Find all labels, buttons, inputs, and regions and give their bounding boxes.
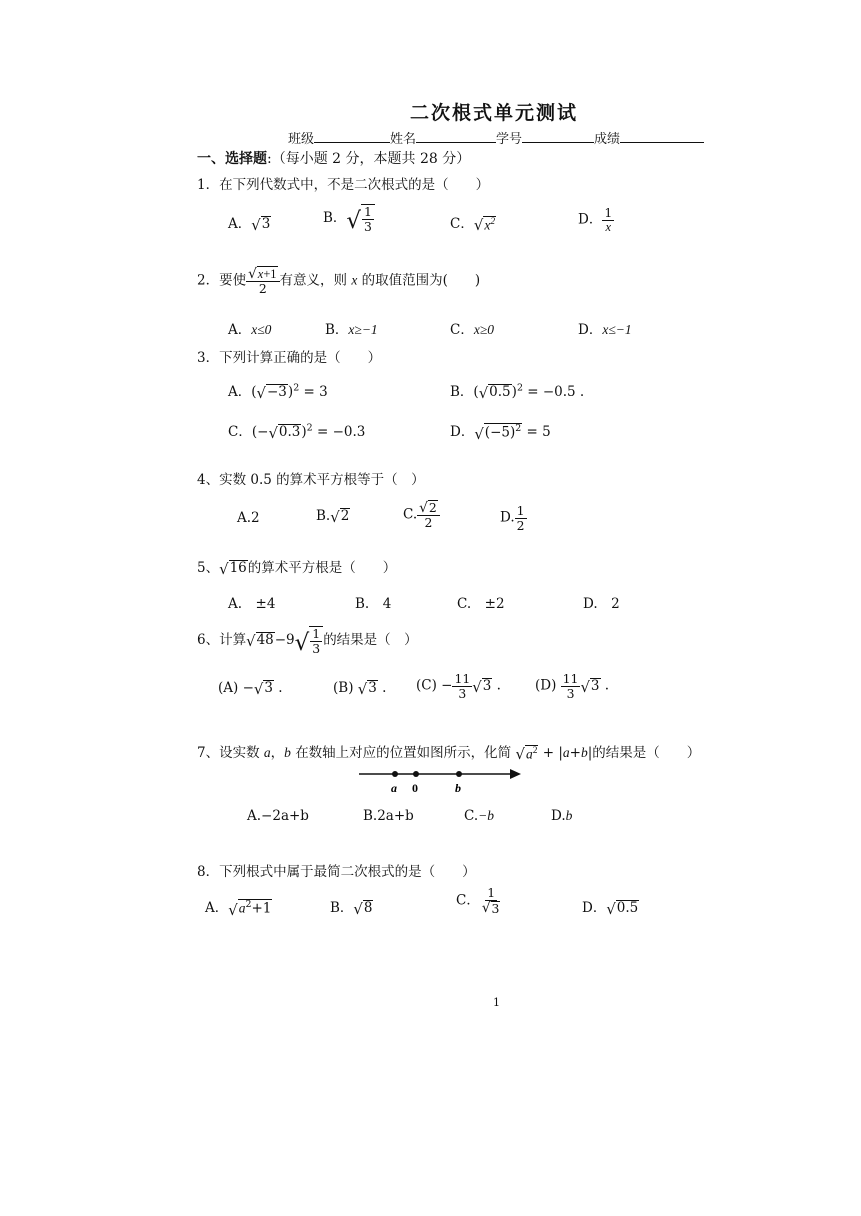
q7-option-d[interactable]: D.b bbox=[551, 808, 573, 824]
q7-option-b[interactable]: B.2a+b bbox=[363, 808, 414, 824]
question-7-stem: 7、设实数 a，b 在数轴上对应的位置如图所示，化简 √ $a^2$ + |a+b|的结果是（ ） bbox=[197, 745, 701, 764]
point-b bbox=[456, 771, 462, 777]
q1-option-a[interactable]: A． √ 3 bbox=[228, 215, 271, 234]
q4-option-d[interactable]: D. $\frac{1}{2}$ bbox=[500, 503, 525, 533]
q6-option-a[interactable]: (A) − √ 3 . bbox=[218, 679, 283, 698]
q4-option-a[interactable]: A.2 bbox=[237, 510, 260, 526]
score-label: 成绩 bbox=[594, 132, 621, 147]
class-blank[interactable] bbox=[314, 130, 390, 143]
q3-option-b[interactable]: B．( √ 0.5 )$^2$ = −0.5 . bbox=[450, 382, 585, 402]
q3-option-d[interactable]: D． √ $(-5)^2$ = 5 bbox=[450, 423, 551, 443]
class-label: 班级 bbox=[288, 132, 315, 147]
label-zero: 0 bbox=[412, 781, 418, 795]
q6-option-b[interactable]: (B) √ 3 . bbox=[333, 679, 387, 698]
q5-option-c[interactable]: C. ±2 bbox=[457, 596, 505, 612]
name-label: 姓名 bbox=[390, 132, 417, 147]
q4-option-c[interactable]: C. √ 2 2 bbox=[403, 500, 440, 530]
section-heading bbox=[197, 148, 470, 168]
q6-option-d[interactable]: (D) $\frac{11}{3}$ √ 3 . bbox=[535, 671, 610, 701]
question-1-stem: 1．在下列代数式中，不是二次根式的是（ ） bbox=[197, 177, 490, 193]
question-5-stem: 5、 √ 16 的算术平方根是（ ） bbox=[197, 559, 397, 578]
score-blank[interactable] bbox=[620, 130, 704, 143]
section-note: :（每小题 2 分，本题共 28 分） bbox=[267, 151, 471, 167]
section-title: 一、选择题 bbox=[197, 151, 267, 167]
question-4-stem: 4、实数 0.5 的算术平方根等于（ ） bbox=[197, 472, 425, 488]
label-b: b bbox=[455, 781, 461, 795]
student-info-row bbox=[288, 128, 704, 147]
point-zero bbox=[413, 771, 419, 777]
id-label: 学号 bbox=[496, 132, 523, 147]
point-a bbox=[392, 771, 398, 777]
q8-option-a[interactable]: A． √ $a^2+1$ bbox=[205, 899, 272, 919]
page-number: 1 bbox=[493, 996, 500, 1009]
q3-option-a[interactable]: A．( √ −3 )$^2$ = 3 bbox=[228, 382, 328, 402]
q8-option-d[interactable]: D． √ 0.5 bbox=[582, 899, 639, 918]
q4-option-b[interactable]: B. √ 2 bbox=[316, 507, 350, 526]
label-a: a bbox=[391, 781, 397, 795]
q5-option-a[interactable]: A. ±4 bbox=[228, 596, 276, 612]
id-blank[interactable] bbox=[522, 130, 594, 143]
q8-option-c[interactable]: C． 1 √ 3 bbox=[456, 885, 500, 917]
q2-option-c[interactable]: C．x≥0 bbox=[450, 322, 494, 338]
q1-option-c[interactable]: C． √ $x^2$ bbox=[450, 216, 496, 235]
number-line-arrow bbox=[510, 769, 521, 779]
q5-option-d[interactable]: D. 2 bbox=[583, 596, 620, 612]
q5-option-b[interactable]: B. 4 bbox=[355, 596, 392, 612]
q7-option-a[interactable]: A.−2a+b bbox=[247, 808, 309, 824]
name-blank[interactable] bbox=[416, 130, 496, 143]
question-2-stem: 2．要使 √ x+1 2 有意义，则 x 的取值范围为( ) bbox=[197, 265, 481, 297]
q1-option-d[interactable]: D． $\frac{1}{x}$ bbox=[578, 205, 613, 234]
q6-option-c[interactable]: (C) − $\frac{11}{3}$ √ 3 . bbox=[416, 671, 501, 701]
question-8-stem: 8．下列根式中属于最简二次根式的是（ ） bbox=[197, 864, 476, 880]
page-title: 二次根式单元测试 bbox=[410, 102, 579, 124]
q2-option-a[interactable]: A．x≤0 bbox=[228, 322, 272, 338]
question-6-stem: 6、计算 √ 48 −9 √ $\frac{1}{3}$ 的结果是（ ） bbox=[197, 626, 418, 657]
q8-option-b[interactable]: B． √ 8 bbox=[330, 899, 373, 918]
q2-option-b[interactable]: B．x≥−1 bbox=[325, 322, 378, 338]
number-line-figure bbox=[355, 764, 525, 800]
question-3-stem: 3．下列计算正确的是（ ） bbox=[197, 350, 382, 366]
q2-option-d[interactable]: D．x≤−1 bbox=[578, 322, 632, 338]
q7-option-c[interactable]: C.−b bbox=[464, 808, 495, 824]
q3-option-c[interactable]: C．(− √ 0.3 )$^2$ = −0.3 bbox=[228, 422, 366, 442]
q1-option-b[interactable]: B． √ $\frac{1}{3}$ bbox=[323, 204, 375, 233]
